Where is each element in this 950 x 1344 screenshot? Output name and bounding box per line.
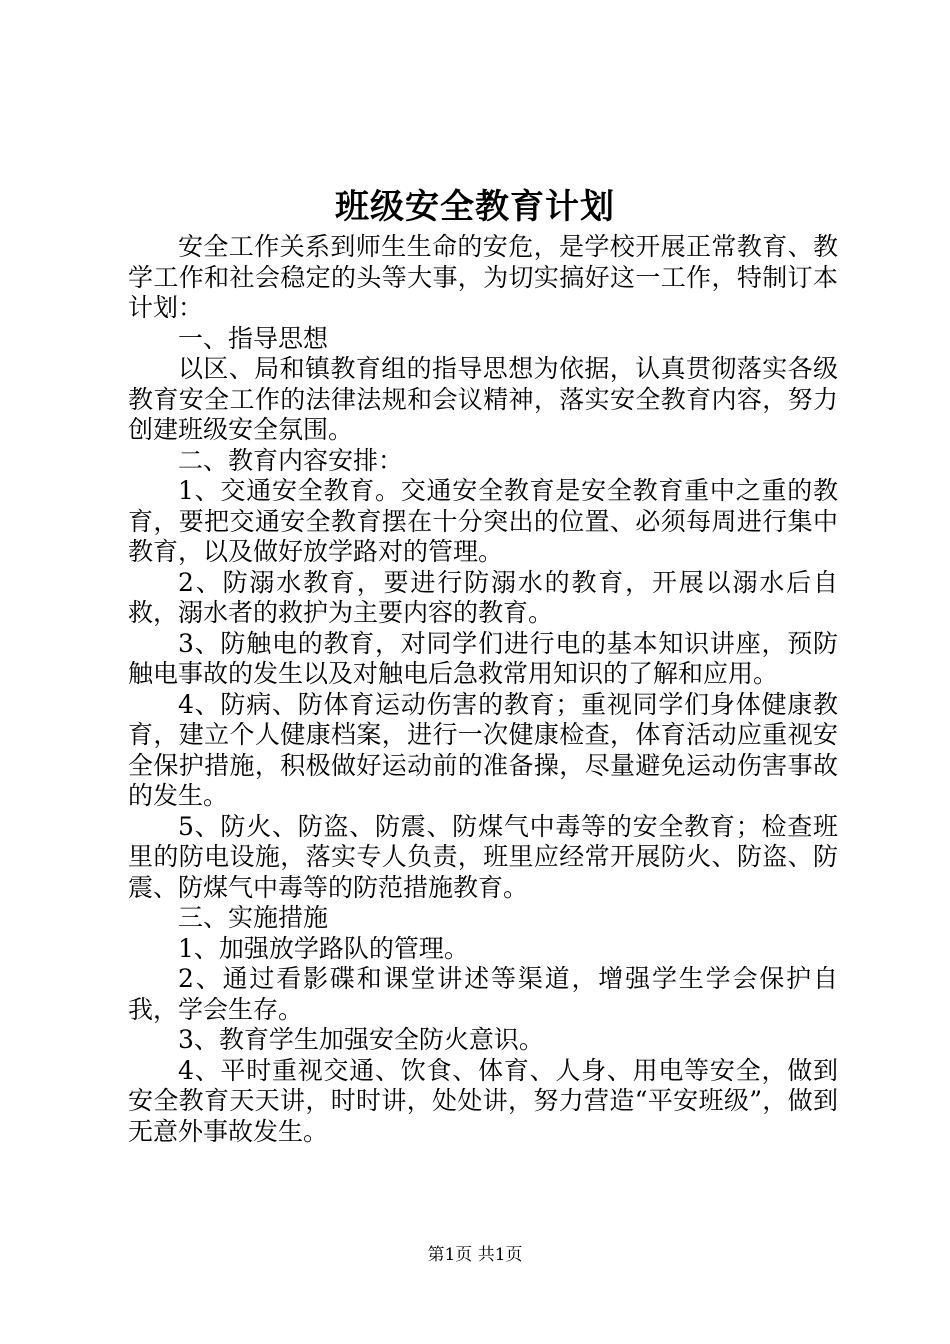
paragraph-content-item-1: 1、交通安全教育。交通安全教育是安全教育重中之重的教育，要把交通安全教育摆在十分突出的位置、必须每周进行集中教育，以及做好放学路对的管理。 xyxy=(128,476,838,566)
section-heading-guiding-ideology: 一、指导思想 xyxy=(178,323,329,353)
page-footer: 第1页 共1页 xyxy=(427,1245,523,1265)
paragraph-measure-3: 3、教育学生加强安全防火意识。 xyxy=(178,1025,544,1054)
section-heading-education-content: 二、教育内容安排： xyxy=(178,445,404,475)
paragraph-intro: 安全工作关系到师生生命的安危，是学校开展正常教育、教学工作和社会稳定的头等大事，为切实搞好这一工作，特制订本计划： xyxy=(128,232,838,322)
paragraph-content-item-4: 4、防病、防体育运动伤害的教育；重视同学们身体健康教育，建立个人健康档案，进行一次健康检查，体育活动应重视安全保护措施，积极做好运动前的准备操，尽量避免运动伤害事故的发生。 xyxy=(128,689,838,810)
paragraph-measure-4: 4、平时重视交通、饮食、体育、人身、用电等安全，做到安全教育天天讲，时时讲，处处讲，努力营造“平安班级”，做到无意外事故发生。 xyxy=(128,1055,838,1146)
paragraph-content-item-3: 3、防触电的教育，对同学们进行电的基本知识讲座，预防触电事故的发生以及对触电后急救常用知识的了解和应用。 xyxy=(128,628,838,688)
paragraph-content-item-5: 5、防火、防盗、防震、防煤气中毒等的安全教育；检查班里的防电设施，落实专人负责，班里应经常开展防火、防盗、防震、防煤气中毒等的防范措施教育。 xyxy=(128,811,838,902)
section-heading-measures: 三、实施措施 xyxy=(178,903,329,932)
paragraph-measure-2: 2、通过看影碟和课堂讲述等渠道，增强学生学会保护自我，学会生存。 xyxy=(128,964,838,1024)
paragraph-measure-1: 1、加强放学路队的管理。 xyxy=(178,933,469,963)
document-title: 班级安全教育计划 xyxy=(335,187,615,227)
paragraph-content-item-2: 2、防溺水教育，要进行防溺水的教育，开展以溺水后自救，溺水者的救护为主要内容的教育。 xyxy=(128,567,838,627)
paragraph-guiding-ideology: 以区、局和镇教育组的指导思想为依据，认真贯彻落实各级教育安全工作的法律法规和会议精神，落实安全教育内容，努力创建班级安全氛围。 xyxy=(128,354,838,444)
document-body xyxy=(128,232,838,1147)
